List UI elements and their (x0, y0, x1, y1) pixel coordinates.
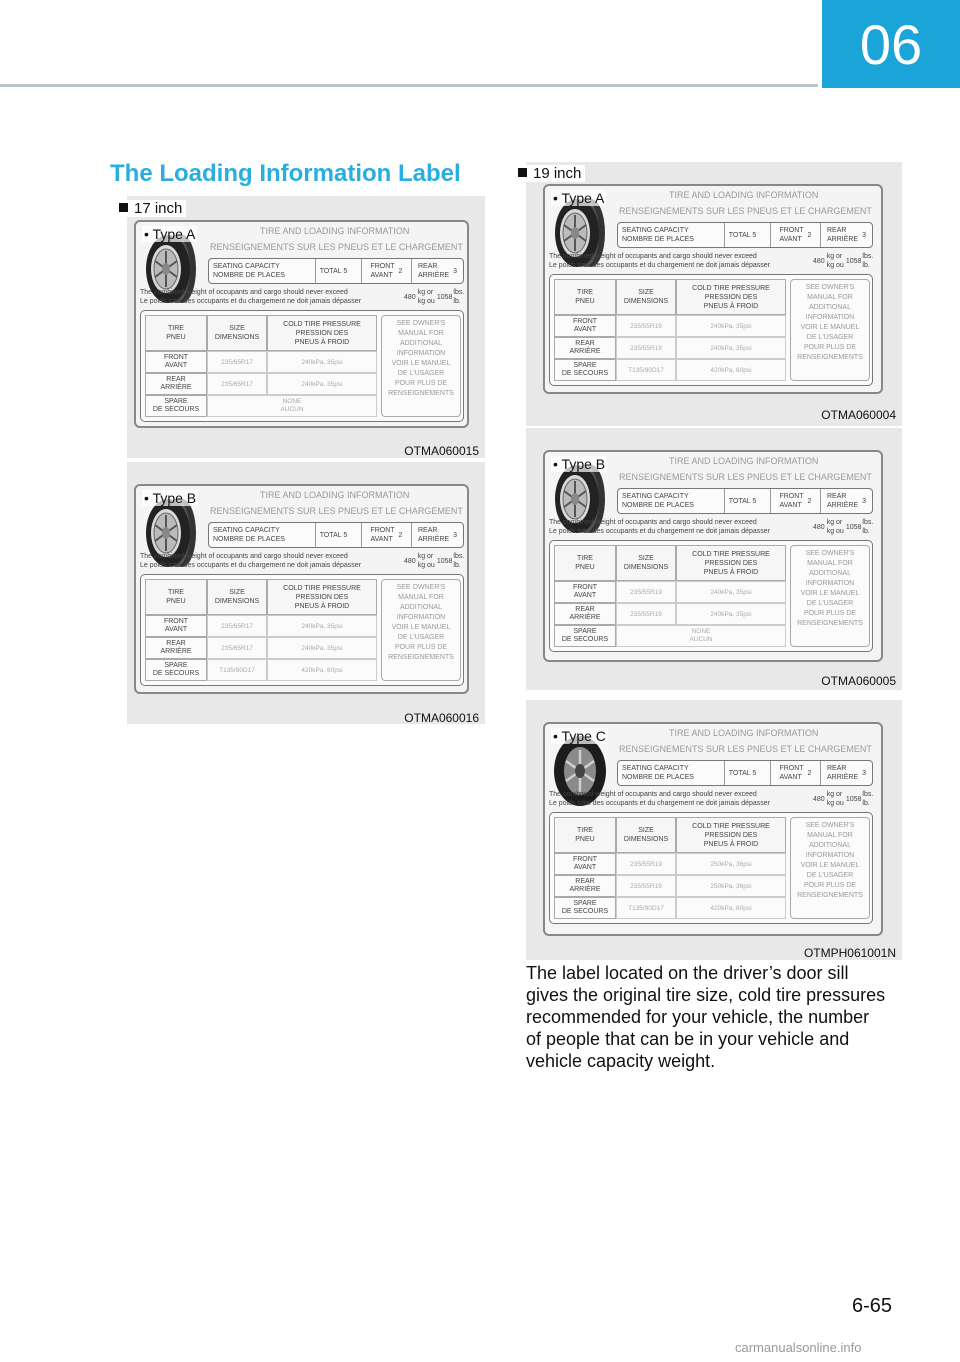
front-tire-pressure: 240kPa, 35psi (267, 351, 377, 373)
spare-cells (616, 359, 786, 381)
front-tire-size: 235/55R19 (616, 853, 676, 875)
figure-code: OTMPH061001N (803, 946, 896, 960)
rear-tire-pressure: 240kPa, 35psi (267, 373, 377, 395)
spare-none-fr: AUCUN (689, 636, 713, 643)
seating-rear: REAR ARRIÈRE 3 (826, 765, 866, 781)
seating-front: FRONT AVANT 2 (771, 761, 821, 785)
seating-label: SEATING CAPACITY NOMBRE DE PLACES (618, 489, 725, 513)
spare-tire-size: T135/90D17 (616, 897, 676, 919)
rear-tire-size: 235/55R19 (616, 603, 676, 625)
seating-rear: REAR ARRIÈRE 3 (417, 527, 457, 543)
spare-tire-pressure: 420kPa, 60psi (676, 359, 786, 381)
figure-code: OTMA060016 (404, 711, 479, 725)
tire-pressure-table (549, 540, 873, 652)
label-type-tag: • Type B (144, 490, 197, 506)
square-bullet-icon (119, 203, 128, 212)
square-bullet-icon (518, 168, 527, 177)
table-header-size: SIZE DIMENSIONS (616, 279, 676, 315)
front-tire-pressure: 240kPa, 35psi (267, 615, 377, 637)
table-row (554, 581, 786, 603)
tire-label-card (134, 220, 469, 428)
spare-cells (616, 897, 786, 919)
spare-cells (207, 395, 377, 417)
label-type-tag: • Type A (144, 226, 196, 242)
seating-total: TOTAL 5 (316, 523, 362, 547)
table-row (554, 359, 786, 381)
table-header-row (145, 315, 377, 351)
spare-tire-size: T135/90D17 (207, 659, 267, 681)
table-header-tire: TIRE PNEU (554, 545, 616, 581)
table-row (554, 603, 786, 625)
weight-limit-text: The combined weight of occupants and cargo should never exceed Le poids total des occupants et du chargement ne doit jamais dépasser (549, 791, 771, 807)
rear-tire-size: 235/65R17 (207, 373, 267, 395)
table-header-size: SIZE DIMENSIONS (207, 315, 267, 351)
spare-none-fr: AUCUN (280, 406, 304, 413)
rear-tire-pressure: 250kPa, 36psi (676, 875, 786, 897)
table-row (554, 315, 786, 337)
row-label-rear: REAR ARRIÈRE (554, 337, 616, 359)
row-label-front: FRONT AVANT (145, 615, 207, 637)
front-tire-size: 235/55R19 (616, 581, 676, 603)
seating-capacity-box (617, 488, 873, 514)
front-tire-pressure: 240kPa, 35psi (676, 315, 786, 337)
weight-limit-value: 480 kg or kg ou 1058 lbs. lb. (404, 289, 465, 305)
weight-limit-text: The combined weight of occupants and cargo should never exceed Le poids total des occupants et du chargement ne doit jamais dépasser (549, 519, 771, 535)
table-header-pressure: COLD TIRE PRESSURE PRESSION DES PNEUS À FROID (267, 579, 377, 615)
tire-label-card (543, 450, 883, 662)
seating-label: SEATING CAPACITY NOMBRE DE PLACES (209, 259, 316, 283)
label-type-tag: • Type B (553, 456, 606, 472)
label-description: The label located on the driver’s door sill gives the original tire size, cold tire pressures recommended for your vehicle, the number of people that can be in your vehicle and vehicle capacity weight. (526, 963, 886, 1071)
label-panel-19-type-c (526, 700, 902, 960)
seating-front: FRONT AVANT 2 (771, 223, 821, 247)
seating-total: TOTAL 5 (316, 259, 362, 283)
table-header-pressure: COLD TIRE PRESSURE PRESSION DES PNEUS À FROID (676, 279, 786, 315)
card-subtitle: RENSEIGNEMENTS SUR LES PNEUS ET LE CHARGEMENT (619, 744, 872, 754)
card-subtitle: RENSEIGNEMENTS SUR LES PNEUS ET LE CHARGEMENT (619, 206, 872, 216)
label-panel-17-type-a (127, 196, 485, 458)
owners-manual-note: SEE OWNER'S MANUAL FOR ADDITIONAL INFORMATION VOIR LE MANUEL DE L'USAGER POUR PLUS DE RENSEIGNEMENTS (790, 817, 870, 919)
table-row (145, 395, 377, 417)
table-header-size: SIZE DIMENSIONS (616, 545, 676, 581)
section-title: The Loading Information Label (110, 160, 461, 187)
weight-limit-value: 480 kg or kg ou 1058 lbs. lb. (813, 791, 874, 807)
figure-code: OTMA060004 (821, 408, 896, 422)
seating-total: TOTAL 5 (725, 489, 771, 513)
row-label-rear: REAR ARRIÈRE (145, 637, 207, 659)
rear-tire-pressure: 240kPa, 35psi (676, 337, 786, 359)
tire-pressure-table (140, 310, 464, 422)
card-title: TIRE AND LOADING INFORMATION (669, 190, 819, 200)
seating-label: SEATING CAPACITY NOMBRE DE PLACES (618, 761, 725, 785)
card-title: TIRE AND LOADING INFORMATION (260, 490, 410, 500)
table-header-row (554, 545, 786, 581)
seating-front: FRONT AVANT 2 (362, 259, 412, 283)
spare-none-en: NONE (282, 398, 302, 405)
chapter-tab: 06 (822, 0, 960, 88)
rear-tire-pressure: 240kPa, 35psi (676, 603, 786, 625)
table-row (554, 853, 786, 875)
spare-tire-pressure: 420kPa, 60psi (676, 897, 786, 919)
row-label-spare: SPARE DE SECOURS (554, 897, 616, 919)
figure-code: OTMA060005 (821, 674, 896, 688)
owners-manual-note: SEE OWNER'S MANUAL FOR ADDITIONAL INFORMATION VOIR LE MANUEL DE L'USAGER POUR PLUS DE RENSEIGNEMENTS (790, 545, 870, 647)
row-label-spare: SPARE DE SECOURS (145, 395, 207, 417)
card-title: TIRE AND LOADING INFORMATION (260, 226, 410, 236)
row-label-spare: SPARE DE SECOURS (554, 625, 616, 647)
tire-label-card (543, 184, 883, 394)
seating-rear: REAR ARRIÈRE 3 (826, 493, 866, 509)
table-header-tire: TIRE PNEU (554, 817, 616, 853)
label-type-tag: • Type A (553, 190, 605, 206)
front-tire-size: 235/55R19 (616, 315, 676, 337)
weight-limit-value: 480 kg or kg ou 1058 lbs. lb. (404, 553, 465, 569)
table-row (554, 625, 786, 647)
table-row (554, 875, 786, 897)
table-row (145, 637, 377, 659)
row-label-rear: REAR ARRIÈRE (554, 603, 616, 625)
card-subtitle: RENSEIGNEMENTS SUR LES PNEUS ET LE CHARGEMENT (210, 242, 463, 252)
row-label-rear: REAR ARRIÈRE (554, 875, 616, 897)
row-label-rear: REAR ARRIÈRE (145, 373, 207, 395)
seating-capacity-box (617, 222, 873, 248)
table-header-row (554, 279, 786, 315)
label-panel-17-type-b (127, 462, 485, 724)
table-row (145, 659, 377, 681)
rear-tire-size: 235/65R17 (207, 637, 267, 659)
label-panel-19-type-a (526, 162, 902, 426)
size-heading-text: 17 inch (134, 200, 183, 217)
front-tire-pressure: 250kPa, 36psi (676, 853, 786, 875)
table-row (145, 373, 377, 395)
seating-capacity-box (208, 258, 464, 284)
seating-front: FRONT AVANT 2 (362, 523, 412, 547)
table-header-tire: TIRE PNEU (145, 579, 207, 615)
watermark: carmanualsonline.info (735, 1340, 862, 1355)
row-label-front: FRONT AVANT (554, 853, 616, 875)
card-subtitle: RENSEIGNEMENTS SUR LES PNEUS ET LE CHARGEMENT (210, 506, 463, 516)
card-title: TIRE AND LOADING INFORMATION (669, 728, 819, 738)
table-header-row (554, 817, 786, 853)
row-label-front: FRONT AVANT (554, 581, 616, 603)
spare-none (207, 395, 377, 417)
table-row (554, 337, 786, 359)
row-label-front: FRONT AVANT (145, 351, 207, 373)
weight-limit-text: The combined weight of occupants and cargo should never exceed Le poids total des occupants et du chargement ne doit jamais dépasser (140, 553, 362, 569)
spare-tire-pressure: 420kPa, 60psi (267, 659, 377, 681)
spare-none-en: NONE (691, 628, 711, 635)
size-heading-19 (518, 165, 585, 182)
spare-tire-size: T135/90D17 (616, 359, 676, 381)
label-panel-19-type-b (526, 428, 902, 690)
seating-capacity-box (208, 522, 464, 548)
table-row (145, 615, 377, 637)
tire-label-card (134, 484, 469, 694)
table-row (554, 897, 786, 919)
owners-manual-note: SEE OWNER'S MANUAL FOR ADDITIONAL INFORMATION VOIR LE MANUEL DE L'USAGER POUR PLUS DE RENSEIGNEMENTS (381, 579, 461, 681)
rear-tire-size: 235/55R19 (616, 337, 676, 359)
seating-capacity-box (617, 760, 873, 786)
rear-tire-pressure: 240kPa, 35psi (267, 637, 377, 659)
weight-limit-text: The combined weight of occupants and cargo should never exceed Le poids total des occupants et du chargement ne doit jamais dépasser (140, 289, 362, 305)
size-heading-text: 19 inch (533, 165, 582, 182)
table-header-tire: TIRE PNEU (145, 315, 207, 351)
weight-limit-value: 480 kg or kg ou 1058 lbs. lb. (813, 519, 874, 535)
spare-cells (616, 625, 786, 647)
row-label-spare: SPARE DE SECOURS (145, 659, 207, 681)
tire-label-card (543, 722, 883, 936)
page-number: 6-65 (852, 1295, 893, 1317)
spare-cells (207, 659, 377, 681)
spare-none (616, 625, 786, 647)
seating-total: TOTAL 5 (725, 223, 771, 247)
owners-manual-note: SEE OWNER'S MANUAL FOR ADDITIONAL INFORMATION VOIR LE MANUEL DE L'USAGER POUR PLUS DE RENSEIGNEMENTS (381, 315, 461, 417)
header-rule (0, 84, 818, 87)
figure-code: OTMA060015 (404, 444, 479, 458)
table-header-tire: TIRE PNEU (554, 279, 616, 315)
front-tire-pressure: 240kPa, 35psi (676, 581, 786, 603)
tire-pressure-table (549, 274, 873, 386)
rear-tire-size: 235/55R19 (616, 875, 676, 897)
table-header-size: SIZE DIMENSIONS (207, 579, 267, 615)
table-header-row (145, 579, 377, 615)
seating-rear: REAR ARRIÈRE 3 (417, 263, 457, 279)
row-label-front: FRONT AVANT (554, 315, 616, 337)
seating-label: SEATING CAPACITY NOMBRE DE PLACES (618, 223, 725, 247)
card-subtitle: RENSEIGNEMENTS SUR LES PNEUS ET LE CHARGEMENT (619, 472, 872, 482)
table-header-size: SIZE DIMENSIONS (616, 817, 676, 853)
tire-pressure-table (140, 574, 464, 686)
seating-front: FRONT AVANT 2 (771, 489, 821, 513)
front-tire-size: 235/65R17 (207, 615, 267, 637)
table-row (145, 351, 377, 373)
table-header-pressure: COLD TIRE PRESSURE PRESSION DES PNEUS À FROID (676, 817, 786, 853)
row-label-spare: SPARE DE SECOURS (554, 359, 616, 381)
label-type-tag: • Type C (553, 728, 606, 744)
owners-manual-note: SEE OWNER'S MANUAL FOR ADDITIONAL INFORMATION VOIR LE MANUEL DE L'USAGER POUR PLUS DE RENSEIGNEMENTS (790, 279, 870, 381)
tire-pressure-table (549, 812, 873, 924)
weight-limit-value: 480 kg or kg ou 1058 lbs. lb. (813, 253, 874, 269)
seating-label: SEATING CAPACITY NOMBRE DE PLACES (209, 523, 316, 547)
card-title: TIRE AND LOADING INFORMATION (669, 456, 819, 466)
seating-total: TOTAL 5 (725, 761, 771, 785)
table-header-pressure: COLD TIRE PRESSURE PRESSION DES PNEUS À FROID (676, 545, 786, 581)
front-tire-size: 235/65R17 (207, 351, 267, 373)
size-heading-17 (119, 200, 186, 217)
seating-rear: REAR ARRIÈRE 3 (826, 227, 866, 243)
weight-limit-text: The combined weight of occupants and cargo should never exceed Le poids total des occupants et du chargement ne doit jamais dépasser (549, 253, 771, 269)
table-header-pressure: COLD TIRE PRESSURE PRESSION DES PNEUS À FROID (267, 315, 377, 351)
